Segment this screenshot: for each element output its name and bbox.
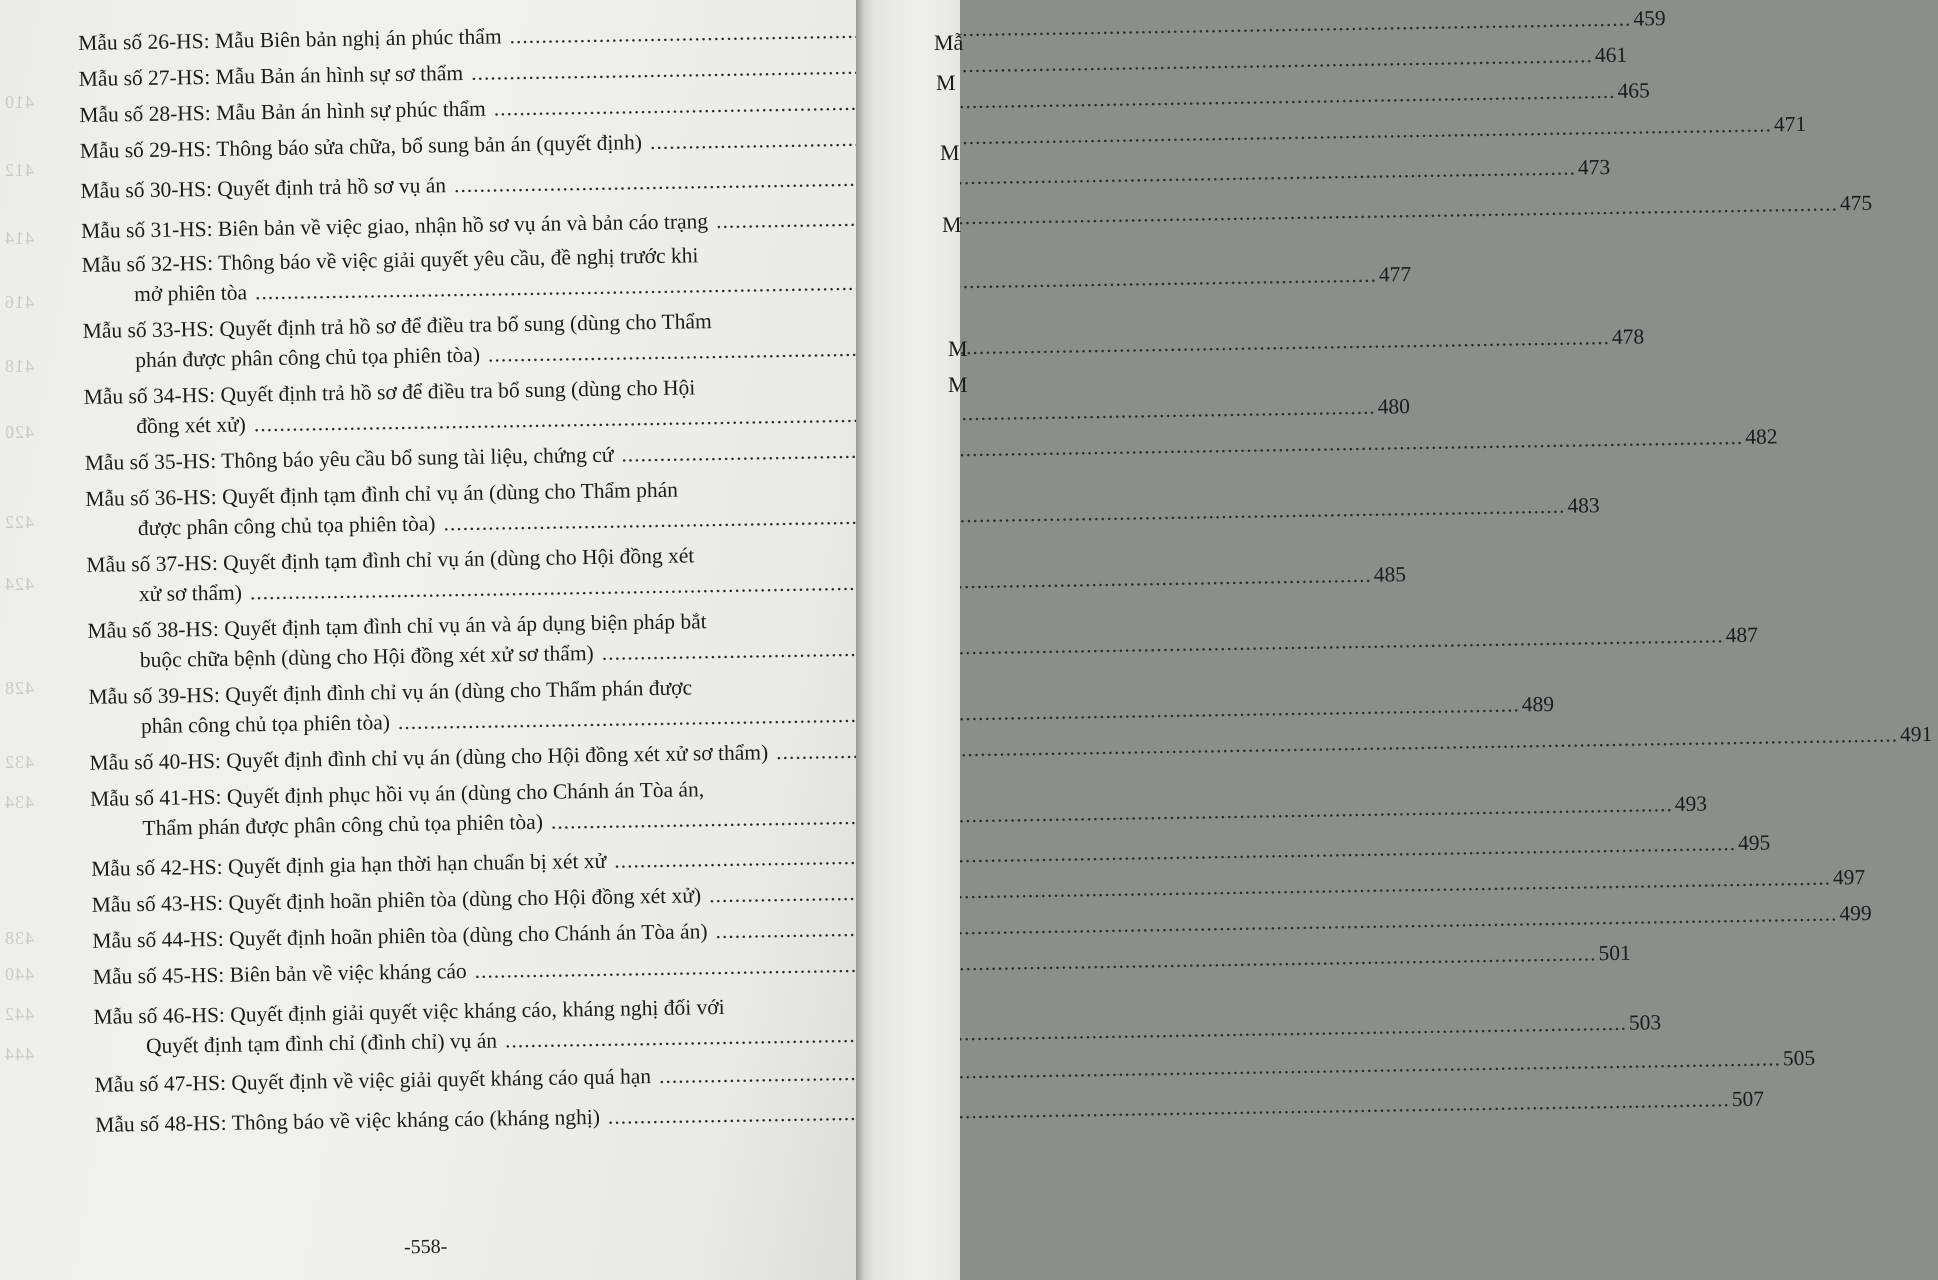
toc-entry-line — [79, 78, 1651, 130]
toc-entry — [80, 154, 1611, 206]
page-number: -558- — [403, 1235, 448, 1259]
toc-entry — [82, 304, 1645, 376]
toc-entry-title: Mẫu số 43-HS: Quyết định hoãn phiên tòa (dùng cho Hội đồng xét xử) — [91, 883, 702, 917]
toc-page-number: 461 — [1594, 42, 1628, 68]
toc-entry — [92, 940, 1631, 992]
toc-page-number: 497 — [1832, 865, 1866, 890]
toc-entry — [89, 772, 1708, 844]
toc-entry — [88, 670, 1555, 742]
toc-entry-line — [78, 42, 1628, 94]
toc-entry-title: Mẫu số 40-HS: Quyết định đình chỉ vụ án (dùng cho Hội đồng xét xử sơ thẩm) — [89, 740, 769, 775]
toc-page-number: 491 — [1899, 721, 1933, 747]
next-page-fragment: Mẫ — [934, 30, 964, 55]
toc-entry-title: Mẫu số 39-HS: Quyết định đình chỉ vụ án (dùng cho Thẩm phán được — [88, 675, 693, 709]
toc-page-number: 503 — [1628, 1010, 1662, 1035]
next-page-fragment: M — [940, 140, 960, 165]
toc-page-number: 485 — [1373, 562, 1407, 587]
toc-entry — [85, 472, 1600, 544]
toc-page-number: 501 — [1598, 940, 1631, 966]
toc-page-number: 478 — [1611, 324, 1645, 349]
toc-entry-title: Mẫu số 29-HS: Thông báo sửa chữa, bổ sung bản án (quyết định) — [79, 130, 643, 163]
next-page-edge — [856, 0, 968, 1280]
toc-entry-title: Mẫu số 28-HS: Mẫu Bản án hình sự phúc thẩm — [79, 96, 486, 127]
toc-entry — [78, 42, 1628, 94]
toc-entry — [93, 990, 1662, 1062]
toc-entry-title: Mẫu số 26-HS: Mẫu Biên bản nghị án phúc thẩm — [78, 24, 502, 55]
toc-page-number: 505 — [1782, 1045, 1816, 1071]
toc-entry-title: Mẫu số 37-HS: Quyết định tạm đình chỉ vụ án (dùng cho Hội đồng xét — [86, 543, 695, 577]
toc-page-number: 459 — [1633, 6, 1666, 31]
toc-entry — [86, 538, 1407, 610]
dot-leader — [659, 1043, 1781, 1091]
toc-entry-line — [91, 830, 1771, 884]
toc-entry-line — [95, 1086, 1765, 1140]
toc-page-number: 471 — [1773, 111, 1807, 137]
toc-entry-title: phân công chủ tọa phiên tòa) — [140, 710, 391, 739]
toc-page-number: 465 — [1617, 78, 1651, 103]
toc-entry-title: Mẫu số 33-HS: Quyết định trả hồ sơ để điều tra bổ sung (dùng cho Thẩm — [82, 309, 712, 343]
toc-entry — [81, 238, 1412, 310]
toc-entry-title: Mẫu số 27-HS: Mẫu Bản án hình sự sơ thẩm — [78, 60, 464, 91]
toc-entry-title: xử sơ thẩm) — [138, 580, 243, 607]
toc-page-number: 477 — [1378, 262, 1412, 287]
next-page-fragment: M — [948, 372, 968, 397]
toc-entry-title: Mẫu số 31-HS: Biên bản về việc giao, nhận hồ sơ vụ án và bản cáo trạng — [81, 209, 709, 243]
toc-entry-title: Mẫu số 32-HS: Thông báo về việc giải quyết yêu cầu, đề nghị trước khi — [81, 243, 699, 277]
dot-leader — [454, 152, 1576, 200]
toc-entry-line — [80, 154, 1611, 206]
toc-entry-title: mở phiên tòa — [133, 280, 248, 307]
bleed-through-text: 410 412 414 416 418 420 422 424 428 432 434 438 440 442 444 — [4, 92, 34, 1064]
toc-entry-title: đồng xét xử) — [136, 412, 247, 439]
toc-entry-title: Mẫu số 47-HS: Quyết định về việc giải quyết kháng cáo quá hạn — [94, 1064, 652, 1097]
toc-page-number: 499 — [1839, 900, 1872, 926]
next-page-fragment: M — [936, 70, 956, 95]
toc-entry-title: Mẫu số 38-HS: Quyết định tạm đình chỉ vụ án và áp dụng biện pháp bắt — [87, 609, 707, 643]
toc-entry — [87, 604, 1759, 676]
toc-entry-title: Mẫu số 35-HS: Thông báo yêu cầu bổ sung tài liệu, chứng cứ — [84, 442, 614, 475]
toc-page-number: 507 — [1731, 1086, 1765, 1112]
toc-entry-title: được phân công chủ tọa phiên tòa) — [137, 511, 436, 541]
toc-entry-title: buộc chữa bệnh (dùng cho Hội đồng xét xử sơ thẩm) — [139, 640, 594, 673]
toc-entry-title: Mẫu số 36-HS: Quyết định tạm đình chỉ vụ án (dùng cho Thẩm phán — [85, 477, 679, 511]
toc-entry-line — [92, 940, 1631, 992]
toc-entry-title: phán được phân công chủ tọa phiên tòa) — [135, 342, 481, 373]
toc-page-number: 480 — [1377, 394, 1411, 419]
toc-entry-title: Quyết định tạm đình chỉ (đình chỉ) vụ án — [145, 1028, 498, 1059]
toc-entry — [95, 1086, 1765, 1140]
toc-page-number: 487 — [1725, 622, 1759, 648]
toc-entry-title: Mẫu số 34-HS: Quyết định trả hồ sơ để điều tra bổ sung (dùng cho Hội — [83, 375, 696, 409]
next-page-fragment: M — [948, 336, 968, 361]
toc-entry-title: Mẫu số 46-HS: Quyết định giải quyết việc kháng cáo, kháng nghị đối với — [93, 994, 725, 1029]
toc-page-number: 473 — [1577, 154, 1611, 180]
toc-entry-title: Mẫu số 48-HS: Thông báo về việc kháng cáo (kháng nghị) — [95, 1104, 601, 1137]
toc-page-number: 483 — [1567, 493, 1600, 518]
toc-entry-title: Mẫu số 44-HS: Quyết định hoãn phiên tòa (dùng cho Chánh án Tòa án) — [92, 919, 708, 953]
toc-page-number: 475 — [1839, 190, 1873, 216]
toc-entry-title: Mẫu số 42-HS: Quyết định gia hạn thời hạn chuẩn bị xét xử — [91, 848, 607, 881]
toc-page-number: 493 — [1674, 791, 1708, 817]
toc-entry-title: Mẫu số 45-HS: Biên bản về việc kháng cáo — [92, 959, 467, 989]
toc-entry-title: Thẩm phán được phân công chủ tọa phiên tòa) — [142, 809, 544, 841]
toc-entry-title: Mẫu số 30-HS: Quyết định trả hồ sơ vụ án — [80, 173, 447, 203]
toc-page-number: 489 — [1521, 691, 1555, 717]
table-of-contents — [78, 6, 1933, 1140]
toc-entry — [79, 78, 1651, 130]
toc-entry-title: Mẫu số 41-HS: Quyết định phục hồi vụ án (dùng cho Chánh án Tòa án, — [89, 777, 705, 811]
toc-page-number: 482 — [1745, 424, 1778, 449]
page-gutter — [856, 0, 864, 1280]
next-page-fragment: M — [942, 212, 962, 237]
toc-entry — [91, 830, 1771, 884]
toc-entry — [83, 370, 1411, 442]
toc-page-number: 495 — [1737, 830, 1771, 856]
dot-leader — [608, 1084, 1730, 1132]
